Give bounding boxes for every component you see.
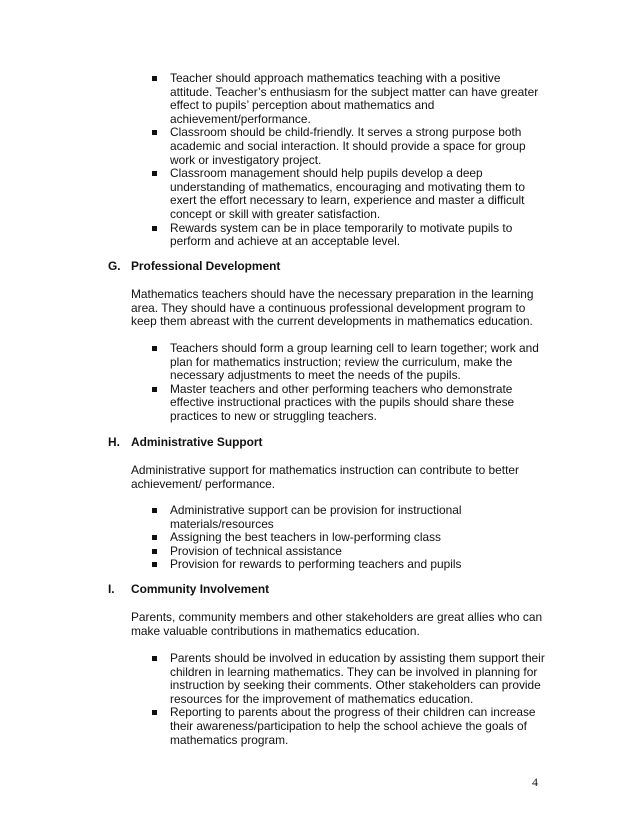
bullet-text: Parents should be involved in education by assisting them support their children in learning mathematics. They can be involved in planning for instruction by seeking their comments. Other stakeholders can provide resources for the improvement of mathematics education. <box>170 651 545 706</box>
list-item <box>148 706 548 747</box>
list-item <box>148 126 540 167</box>
bullet-text: Teachers should form a group learning cell to learn together; work and plan for mathematics instruction; review the curriculum, make the necessary adjustments to meet the needs of the pupils. <box>170 341 539 383</box>
section-title: Community Involvement <box>131 582 270 596</box>
list-item <box>148 531 478 545</box>
list-item <box>148 545 478 559</box>
page-number: 4 <box>532 775 538 789</box>
bullet-text: Classroom should be child-friendly. It serves a strong purpose both academic and social interaction. It should provide a space for group work or investigatory project. <box>170 125 526 167</box>
section-letter: H. <box>108 435 120 449</box>
section-paragraph: Parents, community members and other stakeholders are great allies who can make valuable contributions in mathematics education. <box>131 610 543 638</box>
list-item <box>148 558 478 572</box>
list-item <box>148 167 540 221</box>
section-title: Administrative Support <box>131 435 263 449</box>
section-letter: G. <box>108 259 121 273</box>
square-bullet-icon <box>152 171 157 176</box>
section-i-bullet-list <box>148 652 548 747</box>
square-bullet-icon <box>152 535 157 540</box>
section-heading-g <box>108 260 280 274</box>
list-item <box>148 504 478 531</box>
section-heading-i <box>108 583 269 597</box>
list-item <box>148 72 540 126</box>
list-item <box>148 652 548 706</box>
top-bullet-list <box>148 72 540 249</box>
square-bullet-icon <box>152 549 157 554</box>
section-g-bullet-list <box>148 342 548 424</box>
square-bullet-icon <box>152 710 157 715</box>
list-item <box>148 342 548 383</box>
square-bullet-icon <box>152 656 157 661</box>
bullet-text: Classroom management should help pupils develop a deep understanding of mathematics, encouraging and motivating them to exert the effort necessary to learn, experience and master a difficult concept or skill with greater satisfaction. <box>170 166 525 221</box>
bullet-text: Teacher should approach mathematics teaching with a positive attitude. Teacher’s enthusiasm for the subject matter can have greater effect to pupils’ perception about mathematics and achievement/performance. <box>170 71 539 126</box>
section-paragraph: Mathematics teachers should have the necessary preparation in the learning area. They should have a continuous professional development program to keep them abreast with the current developments in mathematics education. <box>131 287 534 329</box>
bullet-text: Administrative support can be provision for instructional materials/resources <box>170 503 462 531</box>
list-item <box>148 383 548 424</box>
section-paragraph: Administrative support for mathematics instruction can contribute to better achievement/ performance. <box>131 463 519 491</box>
bullet-text: Rewards system can be in place temporarily to motivate pupils to perform and achieve at an acceptable level. <box>170 220 513 249</box>
section-title: Professional Development <box>131 259 281 273</box>
bullet-text: Reporting to parents about the progress of their children can increase their awareness/participation to help the school achieve the goals of mathematics program. <box>170 705 536 747</box>
square-bullet-icon <box>152 508 157 513</box>
list-item <box>148 222 540 249</box>
bullet-text: Provision of technical assistance <box>170 543 342 558</box>
square-bullet-icon <box>152 387 157 392</box>
square-bullet-icon <box>152 346 157 351</box>
square-bullet-icon <box>152 130 157 135</box>
square-bullet-icon <box>152 562 157 567</box>
section-h-bullet-list <box>148 504 478 572</box>
bullet-text: Assigning the best teachers in low-performing class <box>170 530 441 545</box>
square-bullet-icon <box>152 76 157 81</box>
bullet-text: Provision for rewards to performing teachers and pupils <box>170 557 462 572</box>
square-bullet-icon <box>152 226 157 231</box>
bullet-text: Master teachers and other performing teachers who demonstrate effective instructional practices with the pupils should share these practices to new or struggling teachers. <box>170 381 515 423</box>
section-letter: I. <box>108 582 115 596</box>
section-heading-h <box>108 436 262 450</box>
